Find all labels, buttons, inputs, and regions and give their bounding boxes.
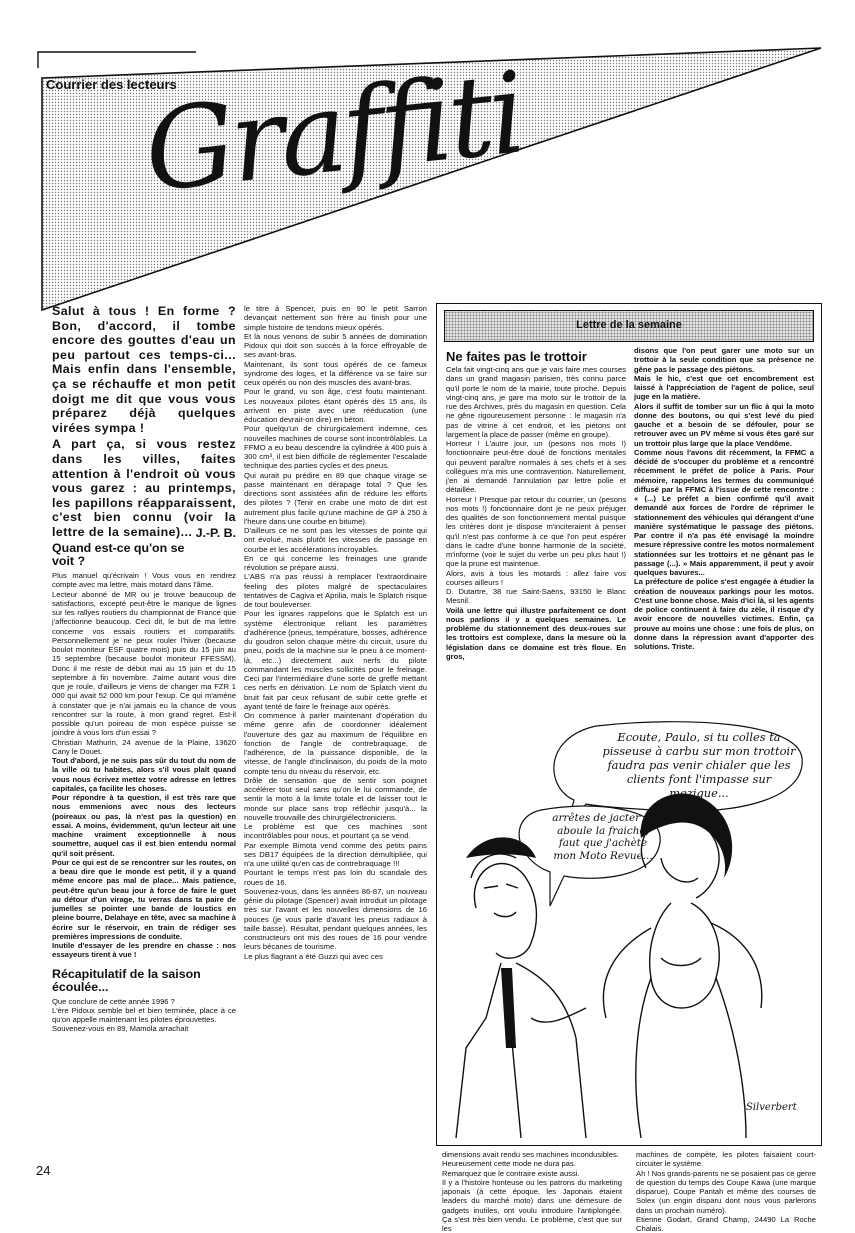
letter2-title: Récapitulatif de la saison écoulée... — [52, 966, 201, 994]
lettre-semaine-label: Lettre de la semaine — [576, 319, 682, 331]
page-number: 24 — [36, 1163, 51, 1178]
column-2 — [244, 304, 427, 1150]
bottom-author: Etienne Godart, Grand Champ, 24490 La Roche Chalais. — [636, 1214, 816, 1233]
intro-signature: J.-P. B. — [195, 525, 236, 540]
column-3 — [446, 350, 626, 720]
lettre-semaine-author: D. Dutartre, 38 rue Saint-Saëns, 93150 le Blanc Mesnil. — [446, 587, 626, 606]
letter1-reply-4: Inutile d'essayer de les prendre en chasse : nos essayeurs tirent à vue ! — [52, 941, 236, 960]
lettre-semaine-reply-continued: disons que l'on peut garer une moto sur un trottoir à la seule condition que sa présence ne gêne pas le passage des piétons. Mais le hic, c'est que cet encombrement est laissé à l'appréciation de l'agent de police, seul juge en la matière. Alors il suffit de tomber sur un flic à qui la moto donne des boutons, ou qui s'est levé du pied gauche et a besoin de se défouler, pour se retrouver avec un PV même si vous êtes garé sur un trottoir plus large que la place Vendôme. Comme nous l'avons dit récemment, la FFMC a décidé de s'occuper du problème et a rencontré récemment le préfet de police à Paris. Pour mémoire, rappelons les termes du communiqué diffusé par la FFMC à l'issue de cette rencontre : « (...) Le préfet a bien confirmé qu'il avait demandé aux forces de l'ordre de réprimer le stationnement des véhicules qui dérangent d'une manière systématique le passage des piétons. Par contre il n'a pas été envisagé la moindre mesure répressive contre les motos normalement stationnées sur les trottoirs et ne gênant pas le passage (...). » Mais apparemment, il peut y avoir quelques bavures... La préfecture de police s'est engagée à étudier la création de nouveaux parkings pour les motos. C'est une bonne chose. Mais d'ici là, si les agents de police continuent à faire du zèle, il risque d'y avoir encore de nouvelles victimes. Enfin, ça prouve au moins une chose : une fois de plus, on donne dans la répression avant d'apporter des solutions. Triste. — [634, 346, 814, 651]
lettre-semaine-title: Ne faites pas le trottoir — [446, 349, 587, 364]
letter2-p1: Que conclure de cette année 1996 ? — [52, 996, 175, 1006]
graffiti-title: Graffiti — [139, 48, 528, 218]
letter1-title: Quand est-ce qu'on se voit ? — [52, 541, 185, 569]
column-4 — [634, 346, 814, 718]
letter1-p1: Plus manuel qu'écrivain ! Vous vous en rendrez compte avec ma lettre, mais motard dans l'âme. — [52, 571, 236, 590]
section-label: Courrier des lecteurs — [46, 77, 177, 92]
column-1 — [52, 304, 236, 1154]
letter2-continued: le titre à Spencer, puis en 90 le petit Sarron devançait nettement son frère au finish pour une simple histoire de tendons mieux opérés. Et là nous venons de subir 5 années de domination Pidoux qui doit son succès à la force effroyable de ses avant-bras. Maintenant, ils sont tous opérés de ce fameux syndrome des loges, et la différence va se faire sur ceux opérés ou non des muscles des avant-bras. Pour le grand, vu son âge, c'est foutu maintenant. Les nouveaux pilotes étant opérés dès 15 ans, ils arrivent en piste avec une rééducation (une éducation devrait-on dire) en béton. Pour quelqu'un de chirurgicalement indemne, ces nouvelles machines de course sont incontrôlables. La FFMO a eu beau descendre la cylindrée à 400 puis à 300 cm³, il est bien difficile de réglementer l'escalade technique des parties cycles et des pneus. Qui aurait pu prédire en 89 que chaque virage se passe maintenant en dérapage total ? Que les directions sont assistées afin de réduire les efforts des pilotes ? (Tenir en crabe une moto de dirt est autrement plus facile qu'une machine de GP à 250 à l'heure dans une courbe en bitume). D'ailleurs ce ne sont pas les vitesses de pointe qui ont évolué, mais plutôt les vitesses de passage en courbe et les accélérations incroyables. En ce qui concerne les freinages une grande révolution se prépare aussi. L'ABS n'a pas réussi à remplacer l'extraordinaire feeling des pilotes malgré de spectaculaires tentatives de Cagiva et Aprilia, mais le Splatch risque de tout bouleverser. Pour les ignares rappelons que le Splatch est un système électronique reliant les paramètres d'adhérence (pneus, température, bosses, adhérence du goudron selon chaque mètre du circuit, usure du pneu, poids de la machine sur le pneu à ce moment-là, etc...) directement aux nerfs du pilote commandant les muscles sollicités pour le freinage. Ceci par l'intermédiaire d'une sorte de greffe mettant ces nerfs en dérivation. Le nom de Splatch vient du bruit fait par ceux refusant de subir cette greffe et ayant tenté de faire le freinage aux opérés. On commence à parler maintenant d'opération du même genre afin de coordonner idéalement l'ouverture des gaz au maximum de l'équilibre en fonction de l'angle de contrebraquage, de l'adhérence, de la puissance disponible, de la vitesse, de l'angle d'inclinaison, du poids de la moto compte tenu du niveau du réservoir, etc. Drôle de sensation que de sentir son poignet accélérer tout seul sans qu'on le lui commande, de sentir la moto à la limite totale et de laisser tout le monde sur place sans trop réfléchir jusqu'à... la nouvelle trouvaille des chirurgiélectroniciens. Le problème est que ces machines sont incontrôlables pour nous, et pourtant ça se vend. Par exemple Bimota vend comme des petits pains ses DB17 équipées de la direction démultipliée, qui n'a une utilité qu'en cas de contrebraquage !!! Pourtant le temps n'est pas loin du scandale des roues de 16. Souvenez-vous, dans les années 86-87, un nouveau génie du pilotage (Spencer) avait introduit un pilotage très sur l'avant et les nouvelles dimensions de 16 pouces (je vous parle d'avant les pneus radiaux à taille basse). Résultat, pendant quelques années, les constructeurs ont mis des roues de 16 pour vendre leurs bécanes de tourisme. Le plus flagrant a été Guzzi qui avec ces — [244, 304, 427, 961]
bottom-col3-text: dimensions avait rendu ses machines incondusibles. Heureusement cette mode ne dura pas. Remarquez que le contraire existe aussi. Il y a l'histoire honteuse ou les patrons du marketing japonais (à cette époque, les Japonais étaient leaders du marché moto) dans une démesure de gadgets inutiles, ont voulu introduire l'antiplongée. Ça s'est très bien vendu. Le problème, c'est que sur les — [442, 1150, 622, 1233]
letter1-reply-3: Pour ce qui est de se rencontrer sur les routes, on a beau dire que le monde est petit, il y a quand même encore pas mal de place... Mais patience, peut-être qu'un beau jour à force de faire le guet au détour d'un virage, tu verras dans ta paire de jumelles se pointer une bande de loustics en pleine bourre, Delahaye en tête, avec sa machine à écrire sur le réservoir, en train de rédiger ses premières impressions de conduite. — [52, 857, 236, 941]
letter1-reply-2: Pour répondre à ta question, il est très rare que nous emmenions avec nous des lecteurs (poireaux ou pas, là n'est pas la question) en essai. A moins, évidemment, qu'un lecteur ait une machine vraiment exceptionnelle à nous soumettre, auquel cas il est bien entendu normal qu'il soit présent. — [52, 793, 236, 858]
comic-artist-signature: Silverbert — [746, 1102, 797, 1113]
letter1-author: Christian Mathurin, 24 avenue de la Plaine, 13620 Cany le Douet. — [52, 737, 236, 756]
intro-text: Salut à tous ! En forme ? Bon, d'accord, il tombe encore des gouttes d'eau un peu partout ces temps-ci... Mais enfin dans l'ensemble, ça se réchauffe et mon petit doigt me dit que vous vous préparez déjà quelques virées sympa ! — [52, 304, 236, 435]
letter2-p3: Souvenez-vous en 89, Mamola arrachait — [52, 1024, 189, 1034]
bottom-col4-text: machines de compète, les pilotes faisaient court-circuiter le système. Ah ! Nos grands-parents ne se posaient pas ce genre de question du temps des Coupe Kawa (une marque disparue), Coupe Pantah et même des courses de Solex (un engin disparu dont nous vous parlerons dans un prochain numéro). — [636, 1150, 816, 1215]
letter2-p2: L'ère Pidoux semble bel et bien terminée, place à ce qu'on appelle maintenant les pilotes éprouvettes. — [52, 1005, 236, 1025]
letter1-p2: Lecteur abonné de MR ou je trouve beaucoup de satisfactions, excepté peut-être le manque de lignes sur les rallyes routiers du championnat de France que j'affectionne beaucoup. Ceci dit, le but de ma lettre concerne vos essais routiers et comparatifs. Personnellement je ne peux rouler l'hiver (because boulot moniteur ESF quatre mois) puis du 15 juin au 15 septembre (because boulot moniteur FFESSM). Donc il me reste de début mai au 15 juin et du 15 septembre à fin novembre. J'aime autant vous dire que je roule, d'ailleurs je viens de changer ma FZR 1 000 qui avait 52 000 km pour l'exup. Ce qui m'amène à constater que je n'ai jamais eu la chance de vous rencontrer sur la route, à mon grand regret. Est-il possible qu'un poireau de mon espèce puisse se joindre à vous lors d'un essai ? — [52, 589, 236, 738]
lettre-semaine-reply: Voilà une lettre qui illustre parfaitement ce dont nous parlions il y a quelques semaines. Le problème du stationnement des deux-roues sur les trottoirs est complexe, dans la mesure où la législation dans ce domaine est très floue. En gros, — [446, 605, 626, 661]
comic-bubble-1: Ecoute, Paulo, si tu colles ta pisseuse à carbu sur mon trottoir faudra pas venir chialer que les clients font l'impasse sur mezigue... — [602, 730, 796, 800]
comic-bubble-2: arrêtes de jacter et aboule la fraiche, faut que j'achète mon Moto Revue... — [552, 812, 654, 862]
letter1-reply-1: Tout d'abord, je ne suis pas sûr du tout du nom de la ville où tu habites, alors s'il vous plaît quand vous nous écrivez mettez votre adresse en lettres capitales, ça facilite les choses. — [52, 756, 236, 793]
intro-text-2: A part ça, si vous restez dans les villes, faites attention à l'endroit où vous vous garez : au printemps, les papillons réapparaissent, c'est bien connu (voir la lettre de la semaine)... — [52, 437, 236, 539]
lettre-semaine-banner — [444, 310, 814, 342]
column-4-bottom — [636, 1150, 816, 1233]
column-3-bottom — [442, 1150, 622, 1233]
lettre-semaine-body: Cela fait vingt-cinq ans que je vais faire mes courses dans un grand magasin parisien, très connu parce qu'il porte le nom de la mairie, toute proche. Depuis vingt-cinq ans, je gare ma moto sur le trottoir de la rue des Archives, près du magasin en question. Cela ne gêne rigoureusement personne : le magasin n'a pas de vitrine à cet endroit, et les piétons ont largement la place de passer (même en groupe). Horreur ! L'autre jour, un (pesons nos mots !) fonctionnaire peut-être doué de fonctions mentales qui peuvent paraître normales à ses chefs et à ses collègues m'a mis une contravention. Naturellement, j'en ai demandé l'annulation par lettre polie et détaillée. Horreur ! Presque par retour du courrier, un (pesons nos mots !) fonctionnaire dont je ne peux préjuger des qualités de son fonctionnement mental puisque les critères dont je dispose m'inciteraient à penser qu'il n'est pas conforme à ce que l'on peut espérer dans le cadre d'une bonne harmonie de la société, m'informe (voir le sujet du verbe un peu plus haut !) que la prune est maintenue. Alors, avis à tous les motards : allez faire vos courses ailleurs ! — [446, 365, 626, 587]
